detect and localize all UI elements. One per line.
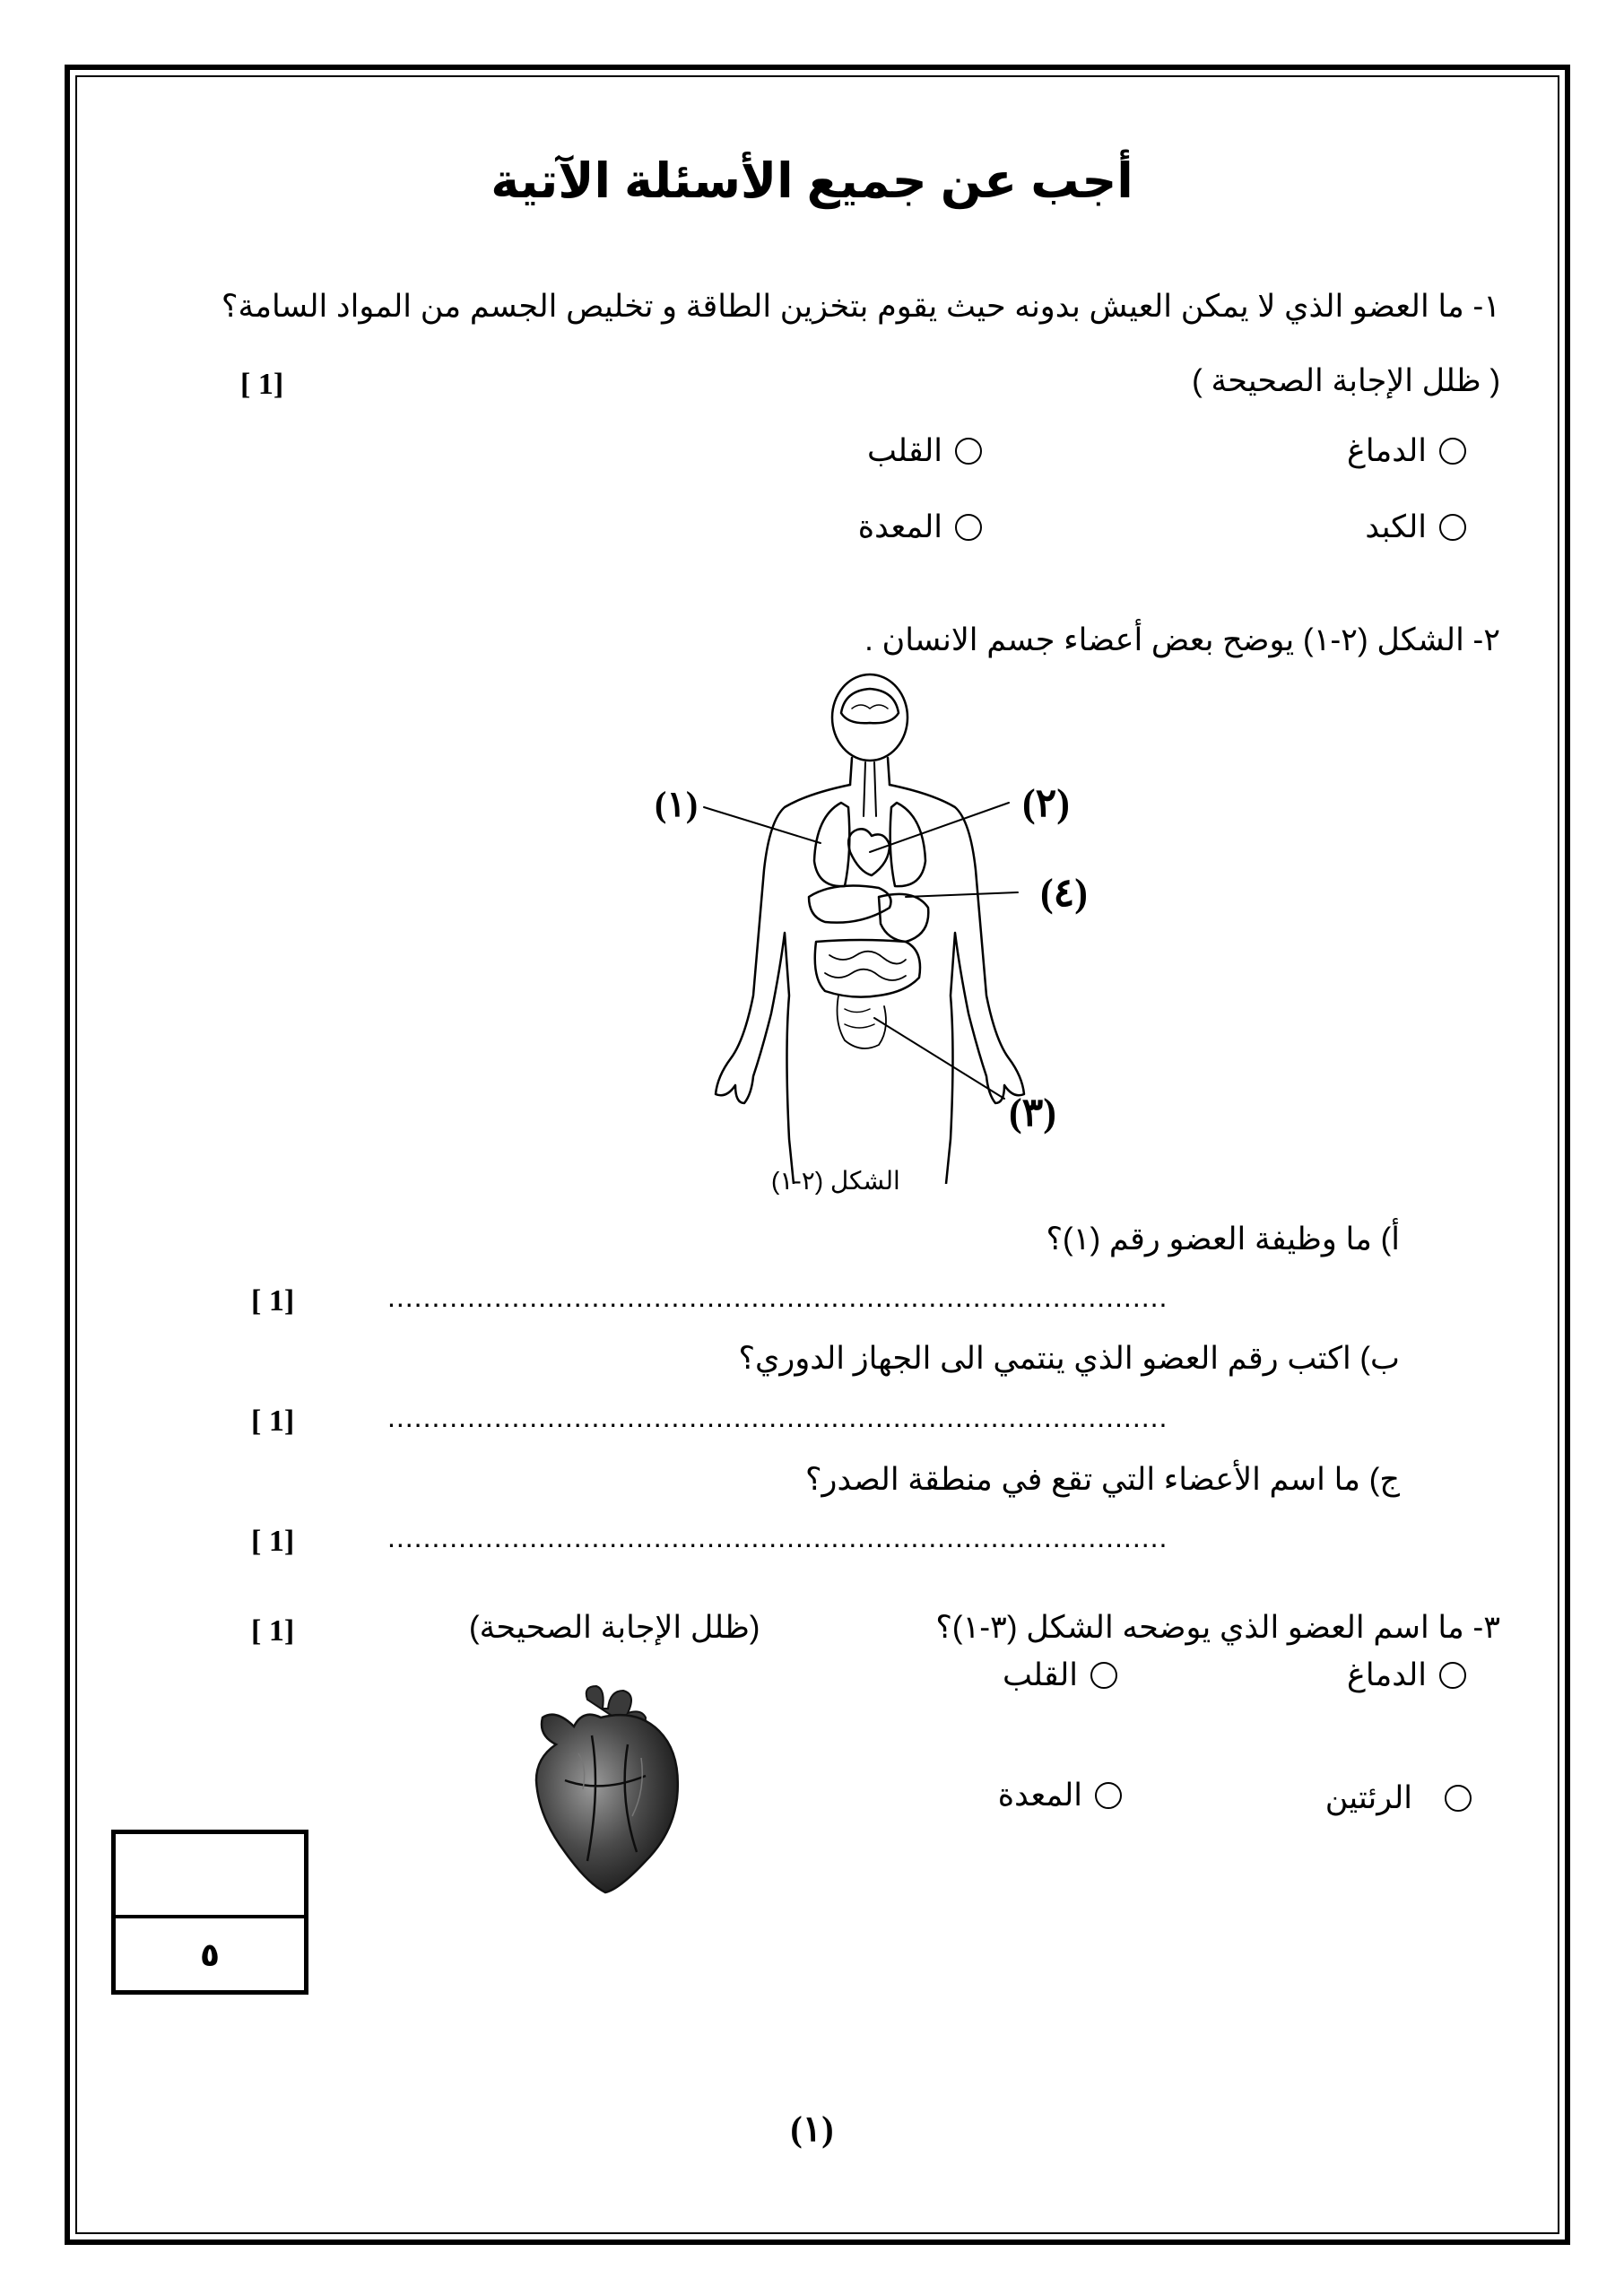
radio-circle-icon[interactable] [955, 438, 982, 465]
q3-option-label: المعدة [997, 1778, 1082, 1813]
q2a-mark: [ 1] [251, 1284, 295, 1318]
q2c-text: ج) ما اسم الأعضاء التي تقع في منطقة الصدر؟ [804, 1462, 1400, 1497]
q3-instruction: (ظلل الإجابة الصحيحة) [469, 1610, 760, 1645]
radio-circle-icon[interactable] [1439, 1662, 1466, 1689]
q3-text: ٣- ما اسم العضو الذي يوضحه الشكل (٣-١)؟ [935, 1610, 1500, 1645]
radio-circle-icon[interactable] [1439, 438, 1466, 465]
q2a-text: أ) ما وظيفة العضو رقم (١)؟ [1046, 1222, 1400, 1257]
q1-option-label: القلب [866, 433, 942, 468]
figure-2-1-caption: الشكل (٢-١) [771, 1167, 900, 1195]
score-box-total: ٥ [200, 1936, 220, 1973]
q2b-mark: [ 1] [251, 1405, 295, 1438]
score-box [111, 1830, 308, 1995]
q3-option-label: الدماغ [1346, 1657, 1427, 1692]
human-body-organs-figure [610, 673, 1148, 1184]
q3-option-heart[interactable] [1003, 1657, 1117, 1693]
q1-option-label: الكبد [1365, 509, 1427, 544]
radio-circle-icon[interactable] [1090, 1662, 1117, 1689]
q2-text: ٢- الشكل (٢-١) يوضح بعض أعضاء جسم الانسان . [864, 622, 1500, 657]
q1-instruction: ( ظلل الإجابة الصحيحة ) [1192, 363, 1500, 398]
q2c-answer-line[interactable]: ........................................................................................ [387, 1521, 1168, 1553]
figure-label-2: (٢) [1022, 781, 1070, 825]
q3-option-label: القلب [1002, 1657, 1078, 1692]
q1-option-brain[interactable] [1347, 433, 1466, 469]
q1-option-label: المعدة [857, 509, 942, 544]
q1-text: ١- ما العضو الذي لا يمكن العيش بدونه حيث يقوم بتخزين الطاقة و تخليص الجسم من المواد السامة؟ [221, 289, 1500, 324]
page-title: أجب عن جميع الأسئلة الآتية [491, 154, 1133, 208]
heart-organ-image [502, 1682, 708, 1897]
q2b-answer-line[interactable]: ........................................................................................ [387, 1401, 1168, 1433]
figure-label-4: (٤) [1040, 871, 1088, 915]
q3-option-brain[interactable] [1347, 1657, 1466, 1693]
figure-label-3: (٣) [1009, 1091, 1056, 1135]
q2b-text: ب) اكتب رقم العضو الذي ينتمي الى الجهاز الدوري؟ [738, 1341, 1400, 1376]
q2a-answer-line[interactable]: ........................................................................................ [387, 1281, 1168, 1313]
q1-option-liver[interactable] [1365, 509, 1466, 545]
page-number: (١) [790, 2109, 834, 2149]
radio-circle-icon[interactable] [1445, 1785, 1472, 1812]
q1-mark: [ 1] [240, 368, 284, 401]
q1-option-heart[interactable] [867, 433, 982, 469]
radio-circle-icon[interactable] [1439, 514, 1466, 541]
q3-option-label: الرئتين [1324, 1780, 1412, 1815]
figure-label-1: (١) [655, 784, 699, 824]
radio-circle-icon[interactable] [1095, 1782, 1122, 1809]
q1-option-label: الدماغ [1346, 433, 1427, 468]
q3-mark: [ 1] [251, 1614, 295, 1648]
score-box-student-score[interactable] [116, 1834, 304, 1918]
q1-option-stomach[interactable] [858, 509, 982, 545]
q3-option-lungs[interactable] [1325, 1780, 1472, 1816]
q3-option-stomach[interactable] [998, 1778, 1122, 1813]
q2c-mark: [ 1] [251, 1525, 295, 1558]
radio-circle-icon[interactable] [955, 514, 982, 541]
